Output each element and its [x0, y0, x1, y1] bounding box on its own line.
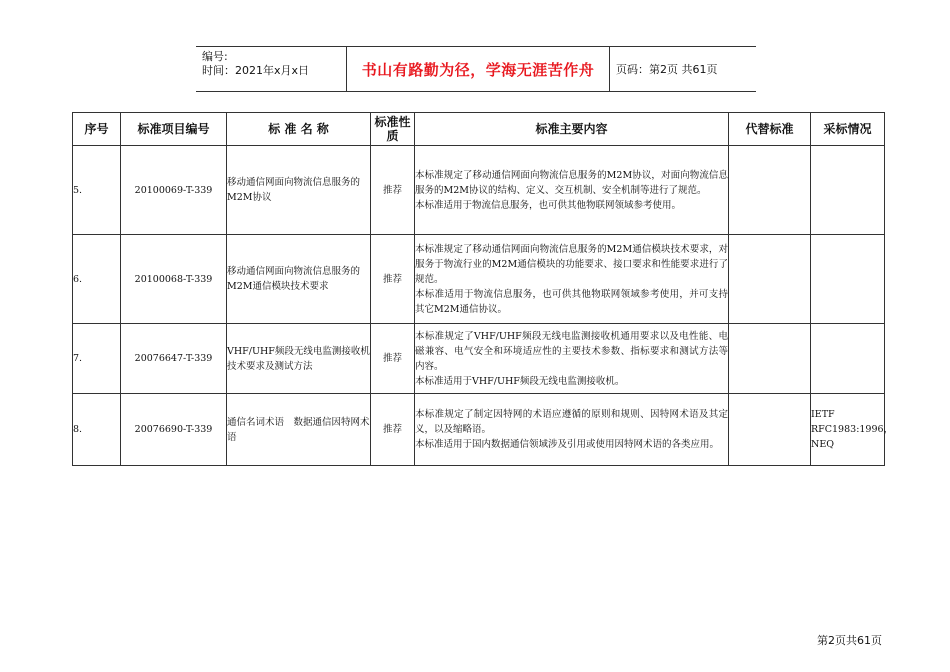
content-paragraph: 本标准规定了制定因特网的术语应遵循的原则和规则、因特网术语及其定义，以及缩略语。 [415, 409, 728, 435]
content-paragraph: 本标准规定了移动通信网面向物流信息服务的M2M协议，对面向物流信息服务的M2M协议的结构、定义、交互机制、安全机制等进行了规范。 [415, 169, 728, 196]
page-header [196, 46, 756, 92]
row-code: 20100069-T-339 [121, 146, 227, 235]
row-content [415, 324, 729, 394]
row-index: 7. [73, 324, 121, 394]
row-code: 20076690-T-339 [121, 394, 227, 466]
table-row [73, 324, 885, 394]
row-name: 移动通信网面向物流信息服务的M2M协议 [227, 146, 371, 235]
col-header-name: 标 准 名 称 [227, 113, 371, 146]
row-code: 20076647-T-339 [121, 324, 227, 394]
col-header-content: 标准主要内容 [415, 113, 729, 146]
page-footer: 第2页共61页 [817, 634, 882, 647]
row-name: VHF/UHF频段无线电监测接收机技术要求及测试方法 [227, 324, 371, 394]
row-content [415, 235, 729, 324]
table-row [73, 146, 885, 235]
row-property: 推荐 [371, 235, 415, 324]
row-replace [729, 235, 811, 324]
row-name: 移动通信网面向物流信息服务的M2M通信模块技术要求 [227, 235, 371, 324]
row-adopt [811, 324, 885, 394]
row-content [415, 394, 729, 466]
header-meta [196, 47, 347, 91]
content-paragraph: 本标准规定了VHF/UHF频段无线电监测接收机通用要求以及电性能、电磁兼容、电气安全和环境适应性的主要技术参数、指标要求和测试方法等内容。 [415, 330, 728, 372]
row-replace [729, 324, 811, 394]
row-replace [729, 146, 811, 235]
col-header-code: 标准项目编号 [121, 113, 227, 146]
content-paragraph: 本标准适用于物流信息服务，也可供其他物联网领域参考使用。 [415, 199, 682, 211]
content-paragraph: 本标准规定了移动通信网面向物流信息服务的M2M通信模块技术要求，对服务于物流行业的M2M通信模块的功能要求、接口要求和性能要求进行了规范。 [415, 243, 728, 285]
table-row [73, 394, 885, 466]
row-property: 推荐 [371, 394, 415, 466]
row-adopt: IETF RFC1983:1996，NEQ [811, 394, 885, 466]
col-header-adopt: 采标情况 [811, 113, 885, 146]
row-index: 5. [73, 146, 121, 235]
row-name: 通信名词术语 数据通信因特网术语 [227, 394, 371, 466]
standards-table [72, 112, 894, 466]
row-replace [729, 394, 811, 466]
row-content [415, 146, 729, 235]
col-header-replace: 代替标准 [729, 113, 811, 146]
table-header-row [73, 113, 885, 146]
time-label: 时间：2021年x月x日 [202, 64, 310, 77]
table-row [73, 235, 885, 324]
row-index: 6. [73, 235, 121, 324]
code-label: 编号: [202, 50, 228, 63]
content-paragraph: 本标准适用于物流信息服务，也可供其他物联网领域参考使用，并可支持其它M2M通信协议。 [415, 288, 728, 315]
col-header-property: 标准性质 [371, 113, 415, 146]
row-index: 8. [73, 394, 121, 466]
row-adopt [811, 146, 885, 235]
row-adopt [811, 235, 885, 324]
row-property: 推荐 [371, 324, 415, 394]
motto: 书山有路勤为径，学海无涯苦作舟 [347, 47, 610, 91]
row-property: 推荐 [371, 146, 415, 235]
row-code: 20100068-T-339 [121, 235, 227, 324]
content-paragraph: 本标准适用于VHF/UHF频段无线电监测接收机。 [415, 375, 625, 387]
col-header-index: 序号 [73, 113, 121, 146]
content-paragraph: 本标准适用于国内数据通信领域涉及引用或使用因特网术语的各类应用。 [415, 439, 720, 450]
page-label: 页码：第2页 共61页 [616, 63, 718, 76]
